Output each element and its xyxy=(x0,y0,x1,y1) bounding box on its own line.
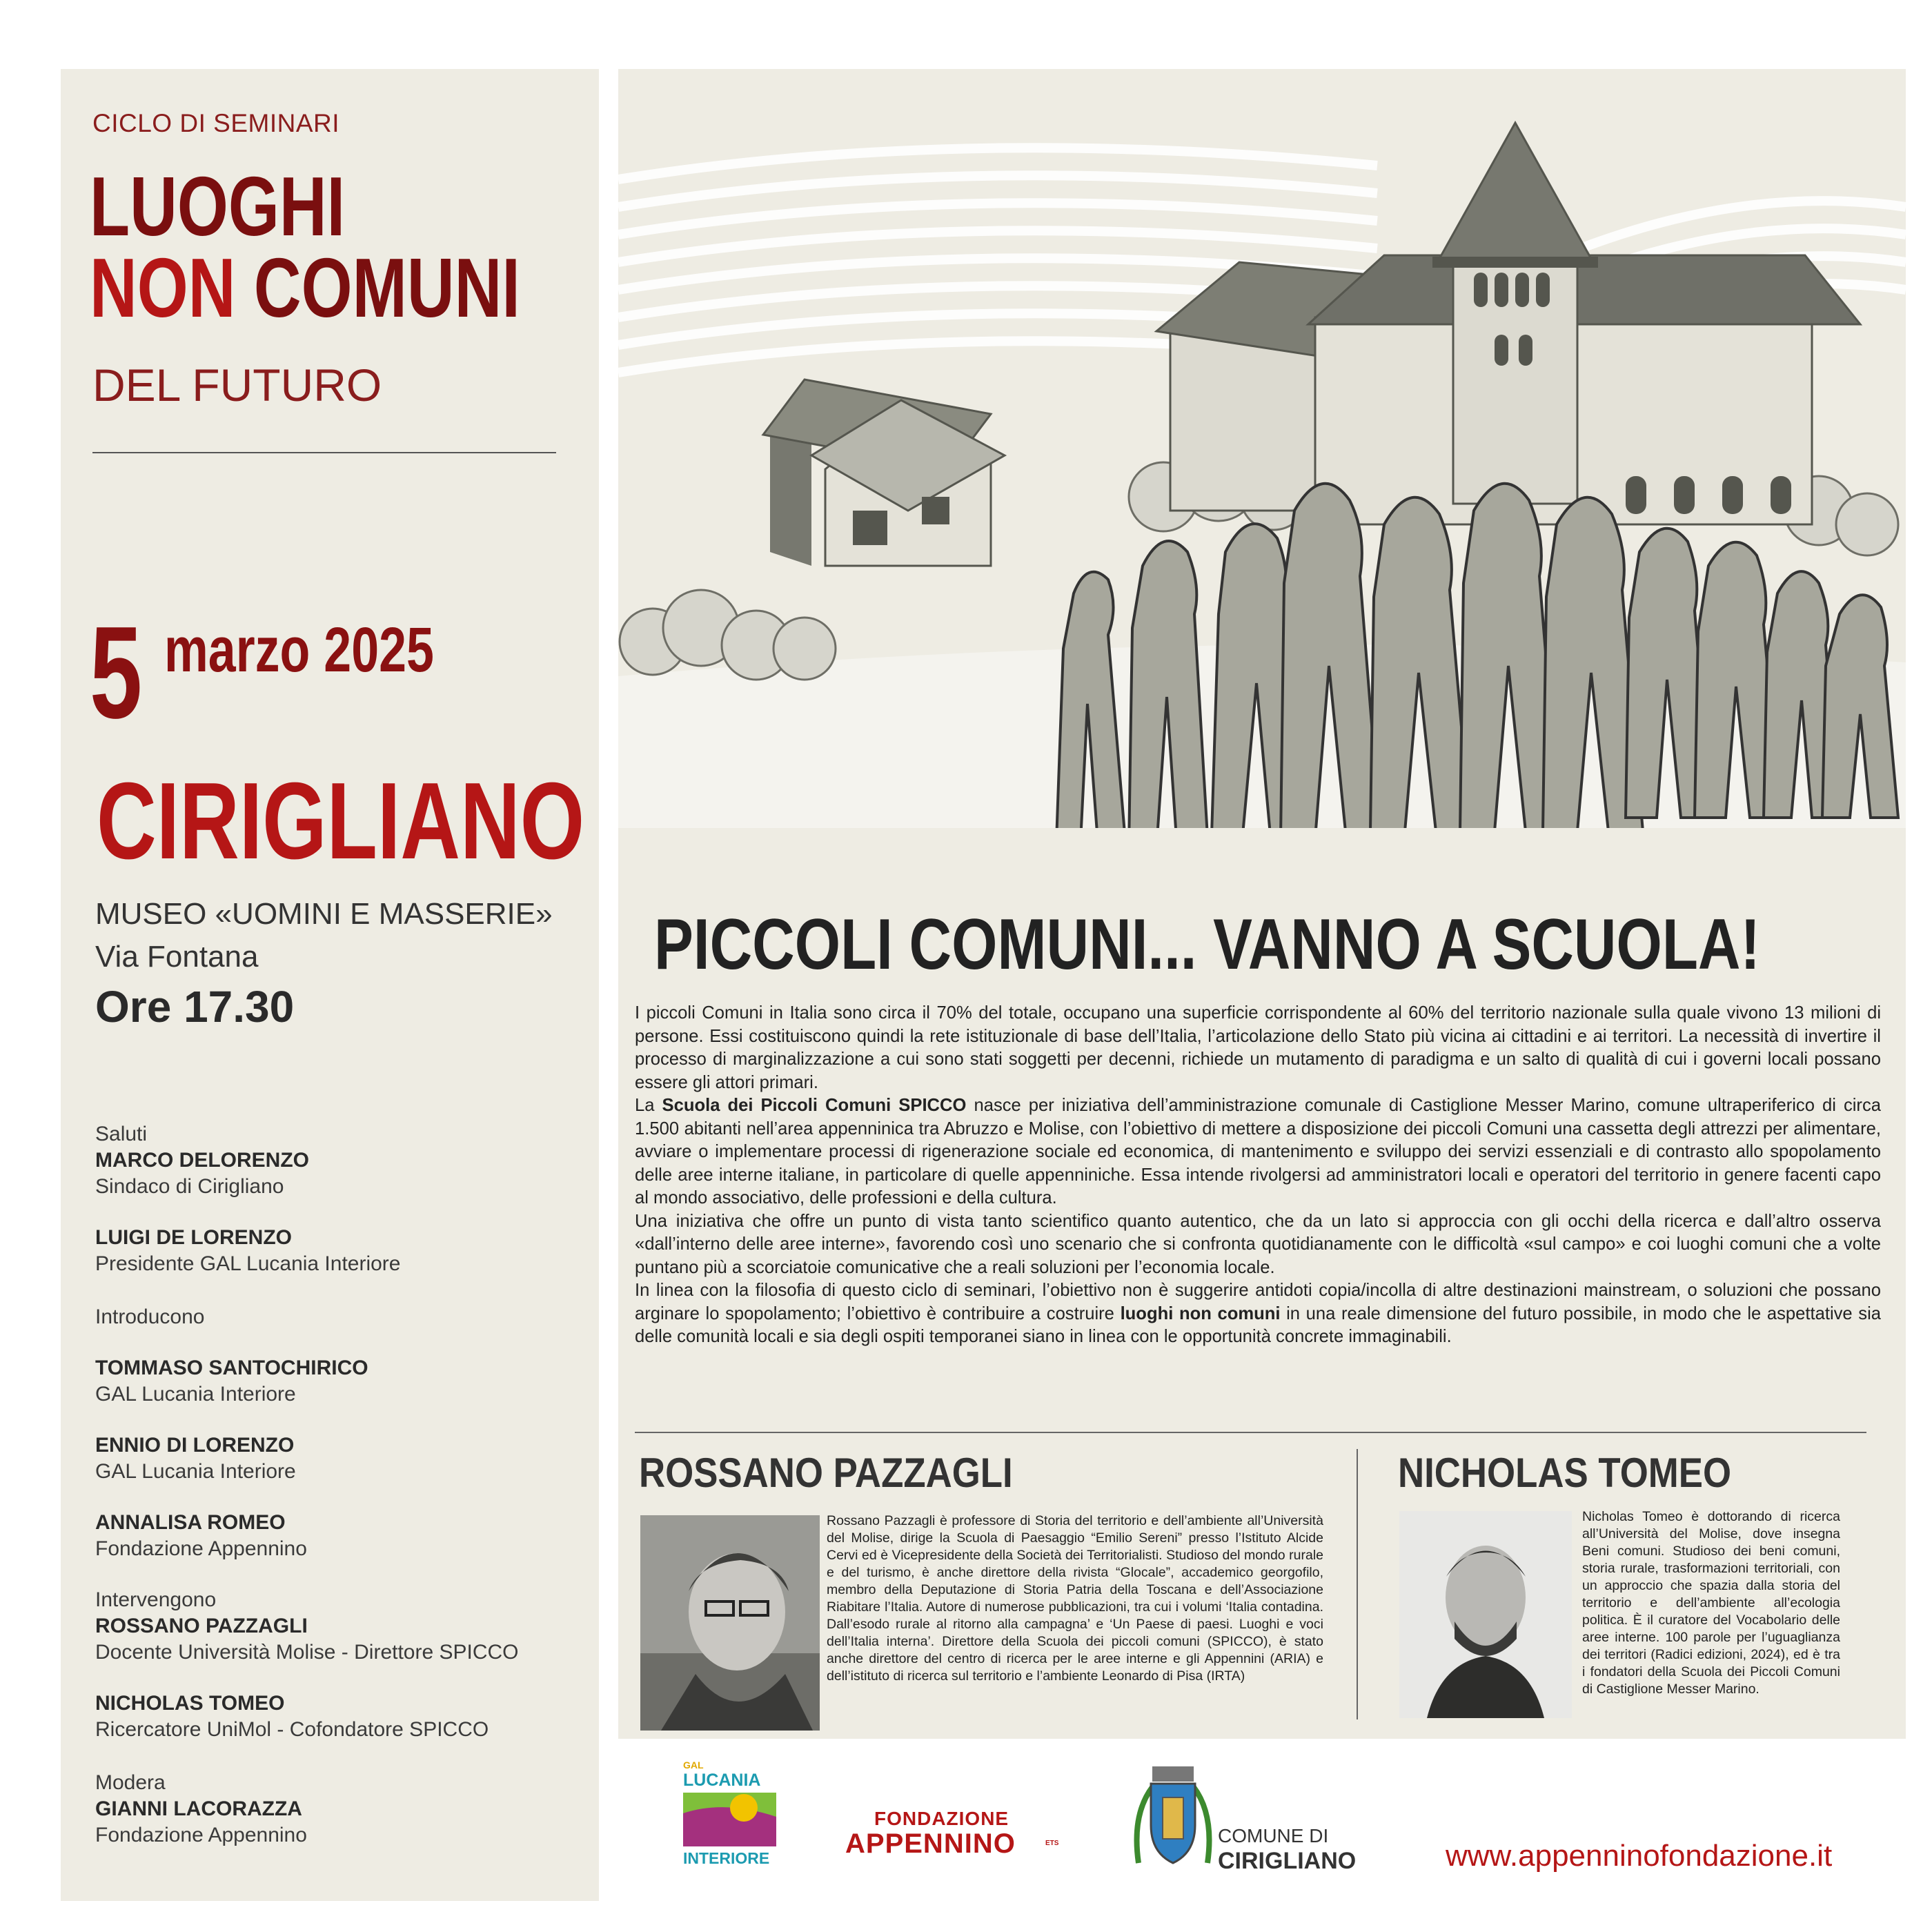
village-illustration xyxy=(618,69,1906,828)
title-word-comuni: COMUNI xyxy=(253,241,520,335)
title-line-2 xyxy=(90,241,520,335)
event-day: 5 xyxy=(90,600,143,746)
program-role: GAL Lucania Interiore xyxy=(95,1460,296,1483)
comune-line-2: CIRIGLIANO xyxy=(1218,1848,1357,1874)
program-label: Modera xyxy=(95,1771,166,1794)
speaker-photo xyxy=(640,1515,820,1731)
fondazione-ets: ETS xyxy=(1045,1840,1059,1847)
series-label: CICLO DI SEMINARI xyxy=(92,109,339,137)
program-name: GIANNI LACORAZZA xyxy=(95,1797,302,1820)
event-month-year: marzo 2025 xyxy=(164,615,434,685)
paragraph: Una iniziativa che offre un punto di vista tanto scientifico quanto autentico, che da un lato si approccia con gli occhi della ricerca e dall’altro osserva «dall’interno delle aree interne», favorendo così uno scenario che si confronta quotidianamente con le difficoltà «sul campo» e coi luoghi comuni che a volte puntano più a scorciatoie comunicative che a reali soluzioni per l’economia locale. xyxy=(635,1211,1881,1277)
event-title xyxy=(90,159,520,335)
speaker-bio: Rossano Pazzagli è professore di Storia del territorio e dell’ambiente all’Università del Molise, dirige la Scuola di Paesaggio “Emilio Sereni” presso l’Istituto Alcide Cervi ed è Vicepresidente della Società dei Territorialisti. Studioso del mondo rurale e del turismo, è anche direttore della rivista “Glocale”, accademico georgofilo, membro della Deputazione di Storia Patria della Toscana e dell’Associazione Riabitare l’Italia. Autore di numerose pubblicazioni, tra cui i volumi ‘Italia contadina. Dall’esodo rurale al ritorno alla campagna’ e ‘Un Paese di paesi. Luoghi e voci dell’Italia interna’. Direttore della Scuola dei piccoli comuni (SPICCO), è stato anche direttore del centro di ricerca per le aree interne e gli Appennini (ARIA) e dell’istituto di ricerca sul territorio e l’ambiente Leonardo di Pisa (IRTA) xyxy=(827,1513,1323,1684)
program-item xyxy=(95,1121,309,1200)
divider xyxy=(1357,1449,1358,1719)
program-item xyxy=(95,1355,368,1408)
program-name: TOMMASO SANTOCHIRICO xyxy=(95,1357,368,1379)
program-label: Introducono xyxy=(95,1305,205,1328)
event-time: Ore 17.30 xyxy=(95,982,295,1032)
program-role: GAL Lucania Interiore xyxy=(95,1383,296,1406)
fondazione-appennino-logo xyxy=(845,1808,1066,1863)
program-name: NICHOLAS TOMEO xyxy=(95,1692,285,1715)
cirigliano-coat-of-arms-icon xyxy=(1132,1759,1214,1873)
paragraph xyxy=(635,1094,1881,1210)
program-item xyxy=(95,1225,401,1277)
divider xyxy=(92,452,556,453)
event-street: Via Fontana xyxy=(95,940,259,974)
speaker-photo xyxy=(1399,1511,1572,1718)
gal-label: GAL xyxy=(683,1759,704,1771)
program-item xyxy=(95,1770,307,1849)
paragraph-bold: luoghi non comuni xyxy=(1120,1303,1281,1323)
main-headline: PICCOLI COMUNI... VANNO A SCUOLA! xyxy=(654,905,1760,985)
speaker-name: NICHOLAS TOMEO xyxy=(1398,1450,1732,1496)
program-role: Fondazione Appennino xyxy=(95,1537,307,1560)
program-item xyxy=(95,1587,519,1666)
paragraph-text: nasce per iniziativa dell’amministrazione comunale di Castiglione Messer Marino, comune ultraperiferico di circa 1.500 abitanti nell’area appenninica tra Abruzzo e Molise, con l’obiettivo di mettere a disposizione dei piccoli Comuni una cassetta degli attrezzi per alimentare, avviare o implementare processi di rigenerazione sociale ed economica, di mantenimento e sviluppo dei servizi essenziali e di contrasto allo spopolamento delle aree interne italiane, in particolare di quelle appenniniche. Essa intende rivolgersi ad amministratori locali e operatori del territorio in genere facenti capo al mondo associativo, delle professioni e della cultura. xyxy=(635,1096,1881,1208)
gal-lucania-logo xyxy=(683,1759,776,1873)
program-role: Fondazione Appennino xyxy=(95,1824,307,1846)
program-item xyxy=(95,1432,296,1485)
program-role: Docente Università Molise - Direttore SPICCO xyxy=(95,1641,519,1664)
event-city: CIRIGLIANO xyxy=(97,760,585,882)
event-venue: MUSEO «UOMINI E MASSERIE» xyxy=(95,897,553,931)
program-label: Intervengono xyxy=(95,1588,217,1611)
event-subtitle: DEL FUTURO xyxy=(92,359,382,411)
website-url[interactable]: www.appenninofondazione.it xyxy=(1446,1839,1833,1873)
gal-line-2: INTERIORE xyxy=(683,1849,770,1867)
program-role: Presidente GAL Lucania Interiore xyxy=(95,1252,401,1275)
program-name: ENNIO DI LORENZO xyxy=(95,1434,295,1457)
divider xyxy=(635,1432,1866,1433)
fondazione-line-1: FONDAZIONE xyxy=(874,1808,1009,1829)
program-name: MARCO DELORENZO xyxy=(95,1149,309,1172)
paragraph xyxy=(635,1279,1881,1349)
program-name: ROSSANO PAZZAGLI xyxy=(95,1615,308,1637)
title-word-non: NON xyxy=(90,241,236,335)
main-body-text xyxy=(635,1002,1881,1349)
right-panel xyxy=(618,69,1906,1739)
program-item xyxy=(95,1690,489,1743)
paragraph-text: in una reale dimensione del futuro possibile, in modo che le aspettative sia delle comunità locali e sia degli ospiti temporanei siano in linea con le opportunità concrete immaginabili. xyxy=(635,1303,1882,1346)
gal-line-1: LUCANIA xyxy=(683,1771,761,1790)
gal-emblem xyxy=(683,1793,776,1846)
program-label: Saluti xyxy=(95,1123,148,1145)
program-name: LUIGI DE LORENZO xyxy=(95,1226,292,1249)
program-item xyxy=(95,1304,204,1330)
program-role: Sindaco di Cirigliano xyxy=(95,1175,284,1198)
comune-line-1: COMUNE DI xyxy=(1218,1825,1329,1846)
program-role: Ricercatore UniMol - Cofondatore SPICCO xyxy=(95,1718,489,1741)
program-name: ANNALISA ROMEO xyxy=(95,1511,286,1534)
paragraph: I piccoli Comuni in Italia sono circa il 70% del totale, occupano una superficie corrispondente al 60% del territorio nazionale sulla quale vivono 13 milioni di persone. Essi costituiscono quindi la rete istituzionale di base dell’Italia, l’articolazione dello Stato più vicina ai cittadini e ai territori. La necessità di invertire il processo di marginalizzazione a cui sono stati soggetti per decenni, richiede un mutamento di paradigma e un salto di qualità di cui i governi locali possano essere gli attori primari. xyxy=(635,1003,1881,1092)
paragraph-text: La xyxy=(635,1096,662,1115)
paragraph-bold: Scuola dei Piccoli Comuni SPICCO xyxy=(662,1096,967,1115)
fondazione-line-2: APPENNINO xyxy=(845,1828,1016,1859)
speaker-name: ROSSANO PAZZAGLI xyxy=(639,1450,1013,1496)
paragraph-text: In linea con la filosofia di questo ciclo di seminari, l’obiettivo non è suggerire antidoti copia/incolla di altre destinazioni mainstream, o soluzioni che possano arginare lo spopolamento; l’obiettivo è contribuire a costruire xyxy=(635,1281,1881,1323)
program-item xyxy=(95,1510,307,1562)
left-panel xyxy=(61,69,599,1901)
title-line-1: LUOGHI xyxy=(90,159,346,253)
speaker-bio: Nicholas Tomeo è dottorando di ricerca all’Università del Molise, dove insegna Beni comuni. Studioso dei beni comuni, storia rurale, trasformazioni territoriali, con un approccio che spazia dalla storia del territorio e dell’ambiente all’ecologia politica. È il curatore del Vocabolario delle aree interne. 100 parole per l’uguaglianza dei territori (Radici edizioni, 2024), ed è tra i fondatori della Scuola dei Piccoli Comuni di Castiglione Messer Marino. xyxy=(1582,1509,1840,1697)
